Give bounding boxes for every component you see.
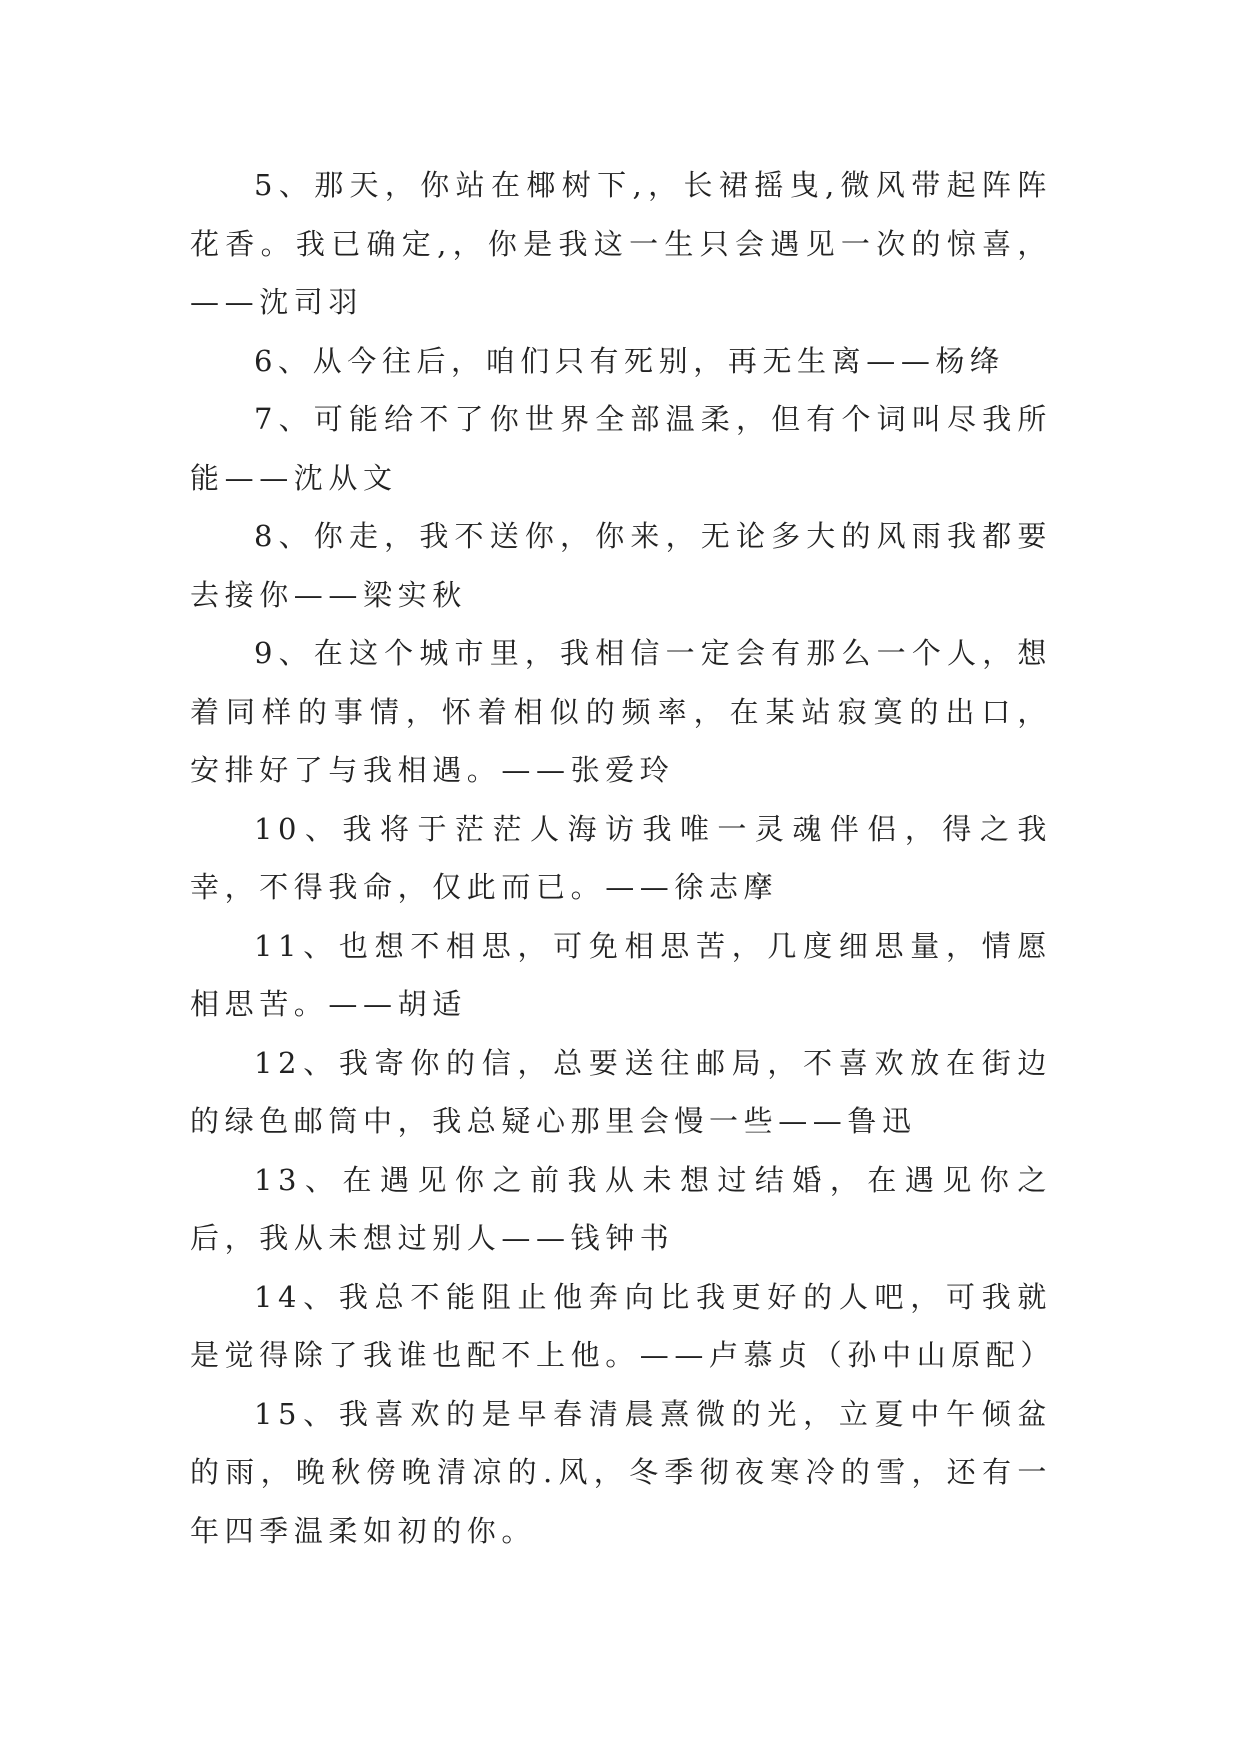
quote-paragraph-9: 9、在这个城市里，我相信一定会有那么一个人，想着同样的事情，怀着相似的频率，在某站寂寞的出口，安排好了与我相遇。——张爱玲	[190, 636, 1052, 787]
quote-paragraph-13: 13、在遇见你之前我从未想过结婚，在遇见你之后，我从未想过别人——钱钟书	[190, 1162, 1052, 1255]
quote-paragraph-7: 7、可能给不了你世界全部温柔，但有个词叫尽我所能——沈从文	[190, 402, 1052, 495]
quote-paragraph-12: 12、我寄你的信，总要送往邮局，不喜欢放在街边的绿色邮筒中，我总疑心那里会慢一些——鲁迅	[190, 1045, 1052, 1138]
quote-paragraph-5: 5、那天，你站在椰树下,，长裙摇曳,微风带起阵阵花香。我已确定,，你是我这一生只会遇见一次的惊喜，——沈司羽	[190, 168, 1052, 319]
document-body	[190, 156, 1056, 1560]
quote-paragraph-8: 8、你走，我不送你，你来，无论多大的风雨我都要去接你——梁实秋	[190, 519, 1052, 612]
quote-paragraph-14: 14、我总不能阻止他奔向比我更好的人吧，可我就是觉得除了我谁也配不上他。——卢慕贞（孙中山原配）	[190, 1279, 1056, 1372]
quote-paragraph-15: 15、我喜欢的是早春清晨熹微的光，立夏中午倾盆的雨，晚秋傍晚清凉的.风，冬季彻夜寒冷的雪，还有一年四季温柔如初的你。	[190, 1396, 1052, 1548]
quote-paragraph-10: 10、我将于茫茫人海访我唯一灵魂伴侣，得之我幸，不得我命，仅此而已。——徐志摩	[190, 811, 1052, 904]
quote-paragraph-11: 11、也想不相思，可免相思苦，几度细思量，情愿相思苦。——胡适	[190, 928, 1052, 1021]
quote-paragraph-6: 6、从今往后，咱们只有死别，再无生离——杨绛	[254, 343, 1005, 378]
